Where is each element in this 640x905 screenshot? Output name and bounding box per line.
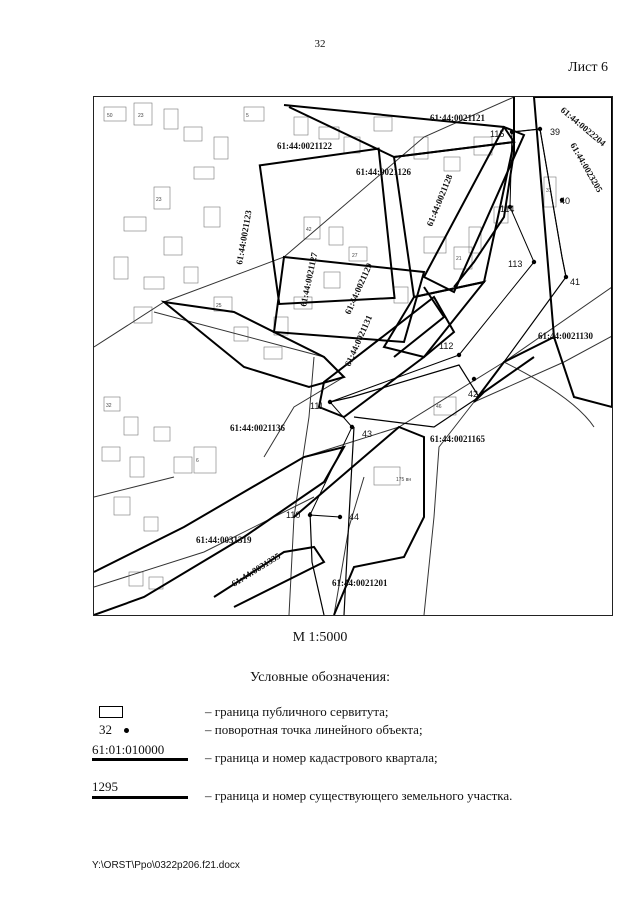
svg-text:21: 21 <box>456 256 462 262</box>
quarter-number-labels <box>196 105 608 589</box>
point-label: 112 <box>439 341 454 351</box>
legend-title: Условные обозначения: <box>249 670 391 685</box>
svg-text:31: 31 <box>546 188 552 194</box>
quarter-label: 61:44:0022204 <box>558 104 608 149</box>
point-marker <box>510 130 514 134</box>
parcel-label: 175 вн <box>396 477 412 483</box>
svg-text:27: 27 <box>352 253 358 259</box>
svg-text:25: 25 <box>216 303 222 309</box>
point-marker <box>564 275 568 279</box>
quarter-label: 61:44:0021128 <box>424 173 455 228</box>
point-marker <box>532 260 536 264</box>
point-label: 110 <box>286 510 301 520</box>
map-scale: М 1:5000 <box>292 630 348 645</box>
page-number: 32 <box>314 38 326 50</box>
point-label: 41 <box>570 277 581 287</box>
quarter-label: 61:44:0021131 <box>342 313 375 368</box>
quarter-label: 61:44:0021121 <box>430 113 485 123</box>
legend-quarter-text: – граница и номер кадастрового квартала; <box>205 750 438 765</box>
footer-file-path: Y:\ORST\Ppo\0322p206.f21.docx <box>92 860 240 871</box>
point-label: 111 <box>310 401 324 411</box>
quarter-label: 61:44:0021129 <box>342 261 375 316</box>
point-marker <box>472 377 476 381</box>
legend-parcel-text: – граница и номер существующего земельного участка. <box>205 788 513 803</box>
point-label: 113 <box>508 259 523 269</box>
svg-text:23: 23 <box>156 197 162 203</box>
point-label: 43 <box>362 429 373 439</box>
svg-text:50: 50 <box>107 113 113 119</box>
point-label: 39 <box>550 127 561 137</box>
point-marker <box>538 127 542 131</box>
svg-text:42: 42 <box>306 227 312 233</box>
quarter-label: 61:44:0021130 <box>538 331 593 341</box>
legend-point-number: 32 <box>99 722 112 737</box>
legend-servitude-symbol <box>99 706 123 718</box>
point-marker <box>328 400 332 404</box>
quarter-label: 61:44:0031335 <box>229 550 283 589</box>
svg-text:32: 32 <box>106 403 112 409</box>
point-label: 115 <box>490 129 505 139</box>
legend-point-text: – поворотная точка линейного объекта; <box>205 722 423 737</box>
sheet-label: Лист 6 <box>568 60 608 75</box>
point-label: 44 <box>349 512 360 522</box>
legend-parcel-number: 1295 <box>92 779 118 794</box>
turning-point-labels <box>286 127 580 522</box>
quarter-label: 61:44:0021201 <box>332 578 388 588</box>
quarter-label: 61:44:0031319 <box>196 535 252 545</box>
legend-quarter-line <box>92 758 188 761</box>
point-marker <box>308 513 312 517</box>
quarter-label: 61:44:0021127 <box>298 251 320 308</box>
quarter-label: 61:44:0021136 <box>230 423 285 433</box>
legend-quarter-number: 61:01:010000 <box>92 742 165 757</box>
quarter-label: 61:44:0021122 <box>277 141 332 151</box>
point-label: 40 <box>560 196 571 206</box>
point-label: 114 <box>500 204 515 214</box>
quarter-label: 61:44:0021123 <box>234 209 254 266</box>
svg-text:23: 23 <box>138 113 144 119</box>
svg-text:5: 5 <box>246 113 249 119</box>
svg-text:46: 46 <box>436 404 442 410</box>
legend-point-dot-icon <box>124 728 129 733</box>
legend-parcel-line <box>92 796 188 799</box>
map-canvas <box>94 97 612 615</box>
svg-text:6: 6 <box>196 458 199 464</box>
legend-servitude-text: – граница публичного сервитута; <box>205 704 389 719</box>
point-marker <box>350 425 354 429</box>
quarter-label: 61:44:0021165 <box>430 434 485 444</box>
quarter-label: 61:44:0023205 <box>568 141 605 195</box>
point-marker <box>338 515 342 519</box>
point-marker <box>457 353 461 357</box>
point-label: 42 <box>468 389 479 399</box>
cadastral-map <box>93 96 613 616</box>
quarter-label: 61:44:0021126 <box>356 167 411 177</box>
